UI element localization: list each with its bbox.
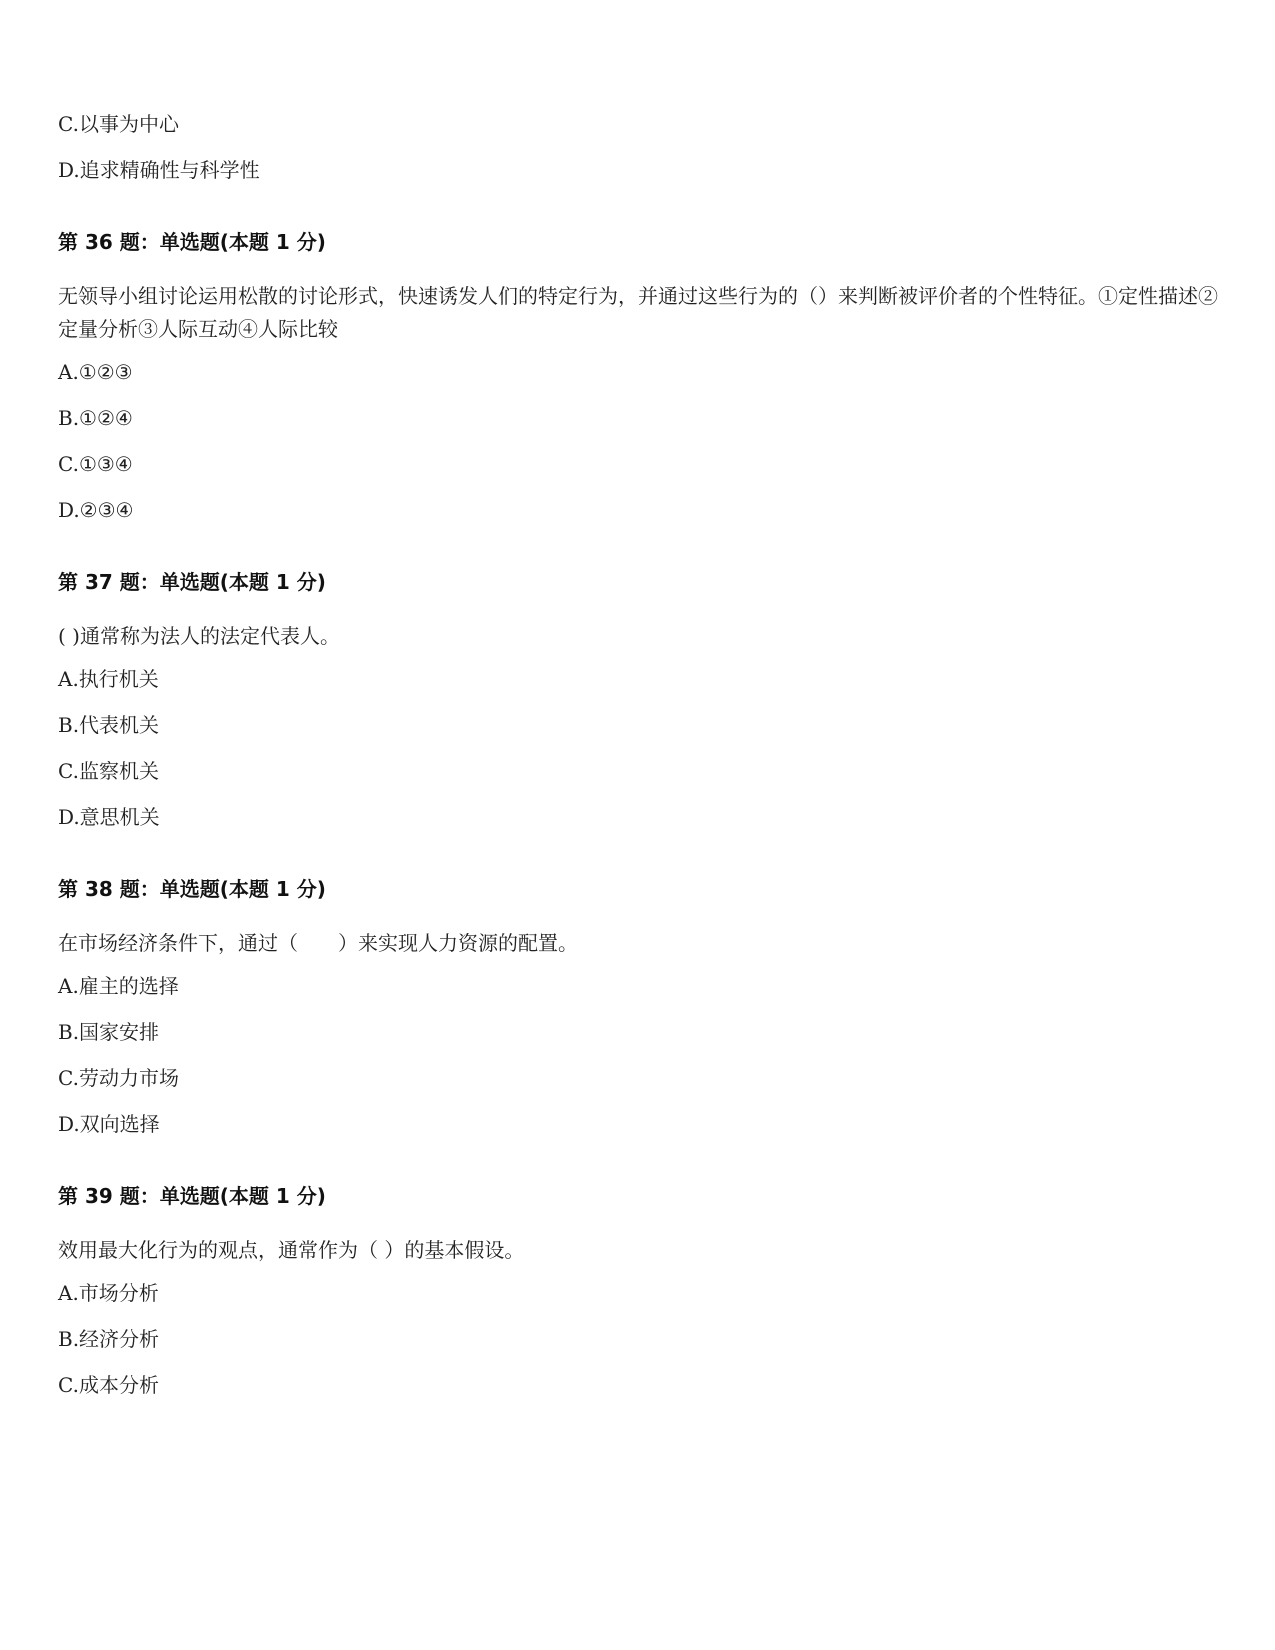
option-b: B.国家安排 [58,1020,160,1044]
option-a: A.市场分析 [58,1281,159,1305]
option-c: C.①③④ [58,452,133,476]
option-d: D.双向选择 [58,1112,160,1136]
option-d: D.追求精确性与科学性 [58,158,260,182]
question-title: 第 39 题：单选题(本题 1 分) [58,1184,326,1208]
carryover-options [58,110,1218,184]
option-c: C.劳动力市场 [58,1066,179,1090]
option-a: A.执行机关 [58,667,159,691]
question-stem: ( )通常称为法人的法定代表人。 [58,624,340,648]
question-38 [58,875,1218,1138]
question-37 [58,568,1218,831]
question-title: 第 36 题：单选题(本题 1 分) [58,230,326,254]
document-page [58,110,1218,1417]
option-b: B.代表机关 [58,713,160,737]
option-d: D.意思机关 [58,805,160,829]
question-stem: 在市场经济条件下，通过（ ）来实现人力资源的配置。 [58,931,578,955]
option-b: B.①②④ [58,406,133,430]
question-stem: 效用最大化行为的观点，通常作为（ ）的基本假设。 [58,1238,525,1262]
option-b: B.经济分析 [58,1327,160,1351]
option-c: C.成本分析 [58,1373,159,1397]
option-a: A.①②③ [58,360,133,384]
question-title: 第 37 题：单选题(本题 1 分) [58,570,326,594]
question-title: 第 38 题：单选题(本题 1 分) [58,877,326,901]
option-c: C.以事为中心 [58,112,179,136]
question-39 [58,1182,1218,1399]
question-stem: 无领导小组讨论运用松散的讨论形式，快速诱发人们的特定行为，并通过这些行为的（）来判断被评价者的个性特征。①定性描述②定量分析③人际互动④人际比较 [58,284,1218,341]
option-d: D.②③④ [58,498,134,522]
question-36 [58,228,1218,524]
option-a: A.雇主的选择 [58,974,179,998]
option-c: C.监察机关 [58,759,159,783]
